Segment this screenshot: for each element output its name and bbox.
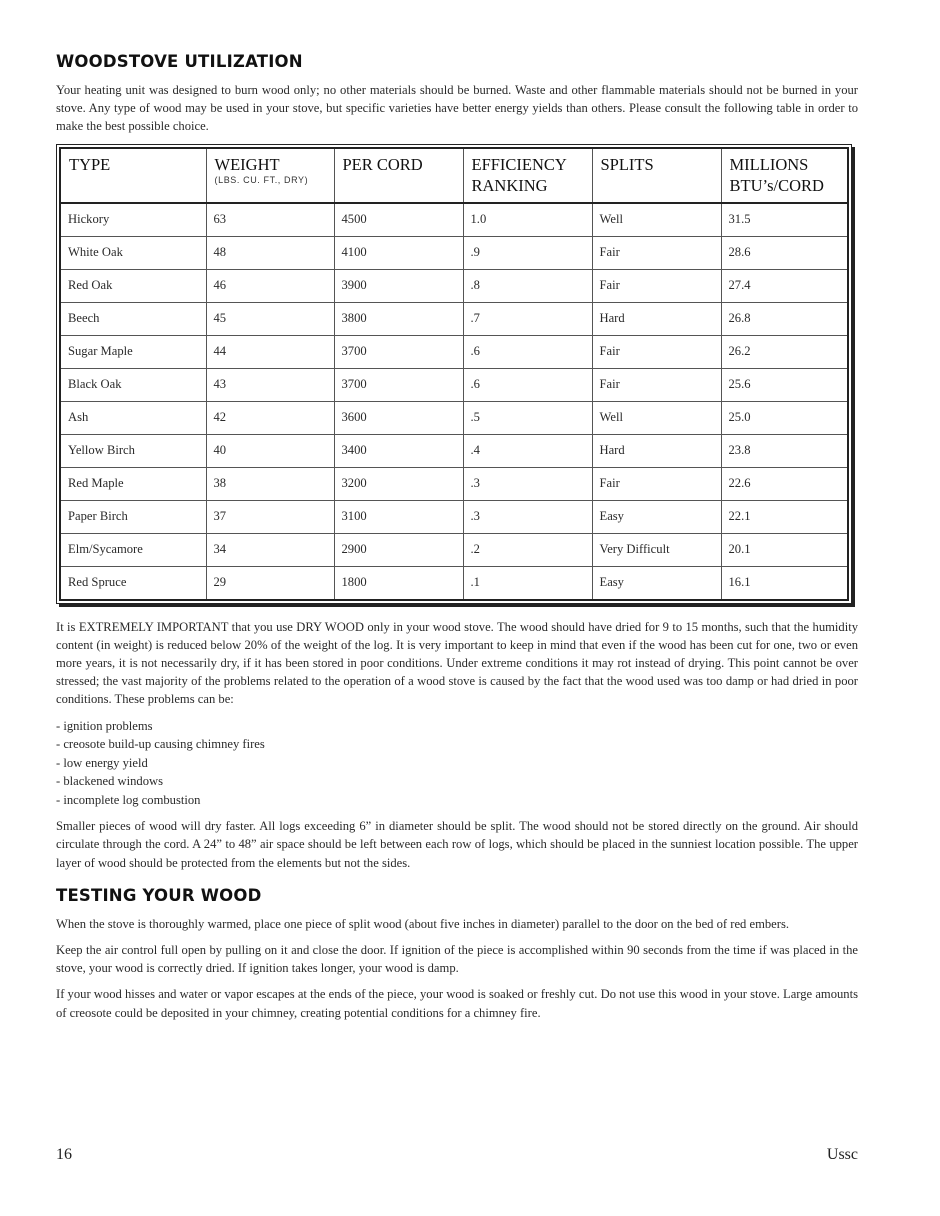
list-item: - incomplete log combustion	[56, 792, 201, 807]
table-row	[60, 533, 848, 566]
cell-per-cord: 3400	[334, 434, 463, 467]
cell-splits: Very Difficult	[592, 533, 721, 566]
cell-btu: 26.2	[721, 335, 848, 368]
cell-btu: 25.0	[721, 401, 848, 434]
table-body	[60, 203, 848, 600]
cell-btu: 31.5	[721, 203, 848, 237]
wood-table-frame	[56, 144, 852, 604]
table-row	[60, 467, 848, 500]
cell-splits: Fair	[592, 236, 721, 269]
header-per-cord: PER CORD	[334, 148, 463, 203]
cell-efficiency: .9	[463, 236, 592, 269]
cell-weight: 42	[206, 401, 334, 434]
cell-weight: 46	[206, 269, 334, 302]
header-weight-unit: (LBS. CU. FT., DRY)	[214, 174, 309, 185]
cell-btu: 23.8	[721, 434, 848, 467]
wood-types-table	[59, 147, 849, 601]
table-row	[60, 434, 848, 467]
cell-weight: 38	[206, 467, 334, 500]
cell-weight: 48	[206, 236, 334, 269]
cell-efficiency: .6	[463, 335, 592, 368]
cell-splits: Fair	[592, 335, 721, 368]
cell-type: White Oak	[60, 236, 206, 269]
intro-paragraph: Your heating unit was designed to burn wood only; no other materials should be burned. Waste and other flammable materials should not be burned in your stove. Any type of wood may be used in your stove, but specific varieties have better energy yields than others. Please consult the following table in order to make the best possible choice.	[56, 83, 858, 134]
cell-type: Yellow Birch	[60, 434, 206, 467]
header-btu: MILLIONS BTU’s/CORD	[721, 148, 848, 203]
cell-splits: Easy	[592, 500, 721, 533]
table-row	[60, 566, 848, 600]
section-title-woodstove-utilization: WOODSTOVE UTILIZATION	[56, 52, 303, 71]
cell-efficiency: .2	[463, 533, 592, 566]
page-number: 16	[56, 1146, 72, 1163]
cell-efficiency: .3	[463, 467, 592, 500]
cell-type: Beech	[60, 302, 206, 335]
cell-per-cord: 3600	[334, 401, 463, 434]
cell-per-cord: 4500	[334, 203, 463, 237]
cell-type: Elm/Sycamore	[60, 533, 206, 566]
list-item: - low energy yield	[56, 755, 148, 770]
cell-efficiency: .3	[463, 500, 592, 533]
list-item: - blackened windows	[56, 774, 164, 789]
cell-splits: Fair	[592, 368, 721, 401]
list-item: - ignition problems	[56, 718, 153, 733]
cell-splits: Well	[592, 401, 721, 434]
cell-per-cord: 3800	[334, 302, 463, 335]
cell-per-cord: 3900	[334, 269, 463, 302]
cell-btu: 22.1	[721, 500, 848, 533]
cell-type: Ash	[60, 401, 206, 434]
header-type: TYPE	[60, 148, 206, 203]
manual-page	[56, 52, 858, 1030]
cell-weight: 29	[206, 566, 334, 600]
cell-splits: Easy	[592, 566, 721, 600]
cell-type: Red Oak	[60, 269, 206, 302]
cell-splits: Hard	[592, 302, 721, 335]
table-row	[60, 335, 848, 368]
cell-btu: 25.6	[721, 368, 848, 401]
cell-btu: 28.6	[721, 236, 848, 269]
cell-efficiency: .7	[463, 302, 592, 335]
problems-list	[56, 717, 858, 810]
cell-splits: Well	[592, 203, 721, 237]
cell-btu: 20.1	[721, 533, 848, 566]
cell-type: Black Oak	[60, 368, 206, 401]
cell-efficiency: .5	[463, 401, 592, 434]
table-row	[60, 500, 848, 533]
cell-splits: Fair	[592, 269, 721, 302]
cell-type: Paper Birch	[60, 500, 206, 533]
cell-weight: 40	[206, 434, 334, 467]
cell-efficiency: 1.0	[463, 203, 592, 237]
cell-per-cord: 3700	[334, 368, 463, 401]
testing-paragraph-2: Keep the air control full open by pulling on it and close the door. If ignition of the piece is accomplished within 90 seconds from the time if was placed in the stove, your wood is correctly dried. If ignition takes longer, your wood is damp.	[56, 942, 858, 976]
dry-wood-paragraph: It is EXTREMELY IMPORTANT that you use DRY WOOD only in your wood stove. The wood should have dried for 9 to 15 months, such that the humidity content (in weight) is reduced below 20% of the weight of the log. It is very important to keep in mind that even if the wood has been cut for one, two or even more years, it is not necessarily dry, if it has been stored in poor conditions. Under extreme conditions it may rot instead of drying. This point cannot be over stressed; the vast majority of the problems related to the operation of a wood stove is caused by the fact that the wood used was too damp or had dried in poor conditions. These problems can be:	[56, 619, 858, 707]
cell-btu: 16.1	[721, 566, 848, 600]
cell-per-cord: 1800	[334, 566, 463, 600]
table-row	[60, 401, 848, 434]
cell-type: Hickory	[60, 203, 206, 237]
cell-splits: Fair	[592, 467, 721, 500]
cell-weight: 37	[206, 500, 334, 533]
brand-name: Ussc	[826, 1146, 858, 1163]
cell-efficiency: .6	[463, 368, 592, 401]
header-efficiency: EFFICIENCY RANKING	[463, 148, 592, 203]
section-title-testing-your-wood: TESTING YOUR WOOD	[56, 885, 262, 905]
list-item: - creosote build-up causing chimney fires	[56, 737, 265, 752]
page-footer	[56, 1146, 858, 1164]
cell-btu: 27.4	[721, 269, 848, 302]
cell-btu: 22.6	[721, 467, 848, 500]
table-header-row	[60, 148, 848, 203]
header-splits: SPLITS	[592, 148, 721, 203]
cell-per-cord: 2900	[334, 533, 463, 566]
table-row	[60, 302, 848, 335]
cell-weight: 44	[206, 335, 334, 368]
cell-per-cord: 3200	[334, 467, 463, 500]
table-row	[60, 236, 848, 269]
cell-per-cord: 3700	[334, 335, 463, 368]
cell-weight: 45	[206, 302, 334, 335]
cell-per-cord: 3100	[334, 500, 463, 533]
cell-per-cord: 4100	[334, 236, 463, 269]
cell-btu: 26.8	[721, 302, 848, 335]
cell-efficiency: .4	[463, 434, 592, 467]
cell-efficiency: .8	[463, 269, 592, 302]
table-row	[60, 203, 848, 237]
table-row	[60, 269, 848, 302]
testing-paragraph-3: If your wood hisses and water or vapor escapes at the ends of the piece, your wood is soaked or freshly cut. Do not use this wood in your stove. Large amounts of creosote could be deposited in your chimney, creating potential conditions for a chimney fire.	[56, 987, 858, 1020]
cell-weight: 63	[206, 203, 334, 237]
storage-paragraph: Smaller pieces of wood will dry faster. All logs exceeding 6” in diameter should be split. The wood should not be stored directly on the ground. Air should circulate through the cord. A 24” to 48” air space should be left between each row of logs, which should be placed in the sunniest location possible. The upper layer of wood should be protected from the elements but not the sides.	[56, 819, 858, 870]
header-weight: WEIGHT (LBS. CU. FT., DRY)	[206, 148, 334, 203]
cell-type: Sugar Maple	[60, 335, 206, 368]
testing-paragraph-1: When the stove is thoroughly warmed, place one piece of split wood (about five inches in diameter) parallel to the door on the bed of red embers.	[56, 916, 790, 931]
cell-type: Red Spruce	[60, 566, 206, 600]
cell-weight: 43	[206, 368, 334, 401]
cell-type: Red Maple	[60, 467, 206, 500]
cell-weight: 34	[206, 533, 334, 566]
cell-efficiency: .1	[463, 566, 592, 600]
table-row	[60, 368, 848, 401]
cell-splits: Hard	[592, 434, 721, 467]
